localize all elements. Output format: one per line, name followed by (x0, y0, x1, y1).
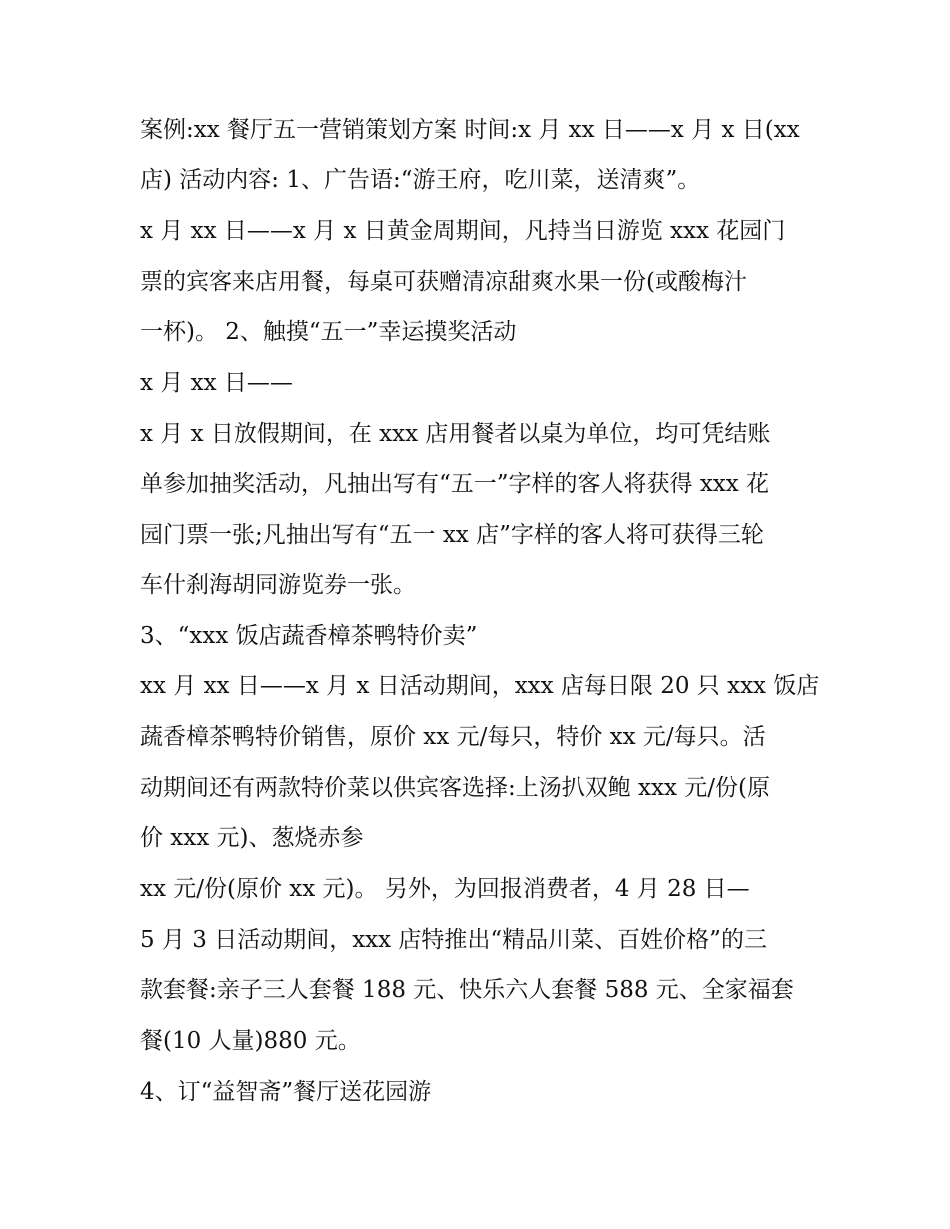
text-line: 价 xxx 元)、葱烧赤参 (140, 825, 364, 851)
text-line: x 月 xx 日——x 月 x 日黄金周期间，凡持当日游览 xxx 花园门 (140, 218, 786, 244)
text-line: xx 元/份(原价 xx 元)。 另外，为回报消费者，4 月 28 日— (140, 876, 750, 902)
text-line: 动期间还有两款特价菜以供宾客选择:上汤扒双鲍 xxx 元/份(原 (140, 775, 771, 801)
text-line: 单参加抽奖活动，凡抽出写有“五一”字样的客人将获得 xxx 花 (140, 471, 770, 497)
text-line: 店) 活动内容: 1、广告语:“游王府，吃川菜，送清爽”。 (140, 167, 701, 193)
text-line: xx 月 xx 日——x 月 x 日活动期间，xxx 店每日限 20 只 xxx 饭店 (140, 673, 820, 699)
text-line: 一杯)。 2、触摸“五一”幸运摸奖活动 (140, 319, 517, 345)
text-line: 餐(10 人量)880 元。 (140, 1028, 361, 1054)
text-line: x 月 x 日放假期间，在 xxx 店用餐者以桌为单位，均可凭结账 (140, 421, 771, 447)
text-line: 园门票一张;凡抽出写有“五一 xx 店”字样的客人将可获得三轮 (140, 522, 764, 548)
text-line: 票的宾客来店用餐，每桌可获赠清凉甜爽水果一份(或酸梅汁 (140, 269, 747, 295)
text-line: 款套餐:亲子三人套餐 188 元、快乐六人套餐 588 元、全家福套 (140, 977, 794, 1003)
text-line: 4、订“益智斋”餐厅送花园游 (140, 1079, 432, 1105)
text-line: 车什刹海胡同游览券一张。 (140, 572, 416, 598)
text-line: 案例:xx 餐厅五一营销策划方案 时间:x 月 xx 日——x 月 x 日(xx (140, 117, 800, 143)
text-line: x 月 xx 日—— (140, 370, 293, 396)
text-line: 蔬香樟茶鸭特价销售，原价 xx 元/每只，特价 xx 元/每只。活 (140, 724, 766, 750)
text-line: 3、“xxx 饭店蔬香樟茶鸭特价卖” (140, 623, 478, 649)
text-line: 5 月 3 日活动期间，xxx 店特推出“精品川菜、百姓价格”的三 (140, 927, 767, 953)
